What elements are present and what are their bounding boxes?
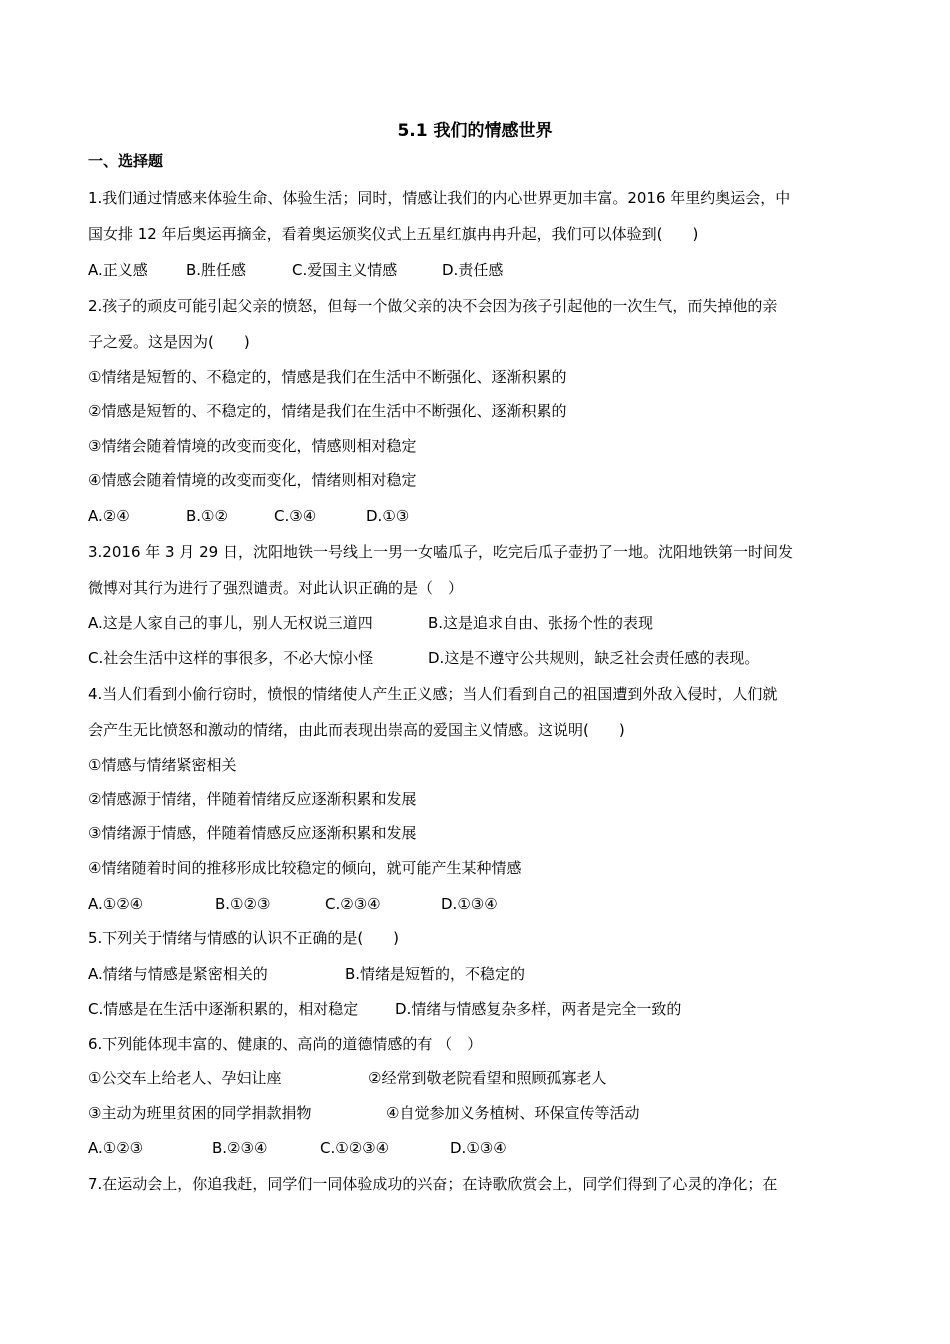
question-6-items-row-2: [88, 1103, 639, 1123]
question-7-stem-line-1: 7.在运动会上，你追我赶，同学们一同体验成功的兴奋；在诗歌欣赏会上，同学们得到了心灵的净化；在: [88, 1175, 778, 1193]
question-2-item-1: ①情绪是短暂的、不稳定的，情感是我们在生活中不断强化、逐渐积累的: [88, 368, 567, 386]
question-6-item-3: ③主动为班里贫困的同学捐款捐物: [88, 1104, 312, 1122]
option-d: D.①③④: [441, 895, 498, 913]
option-c: C.③④: [274, 507, 317, 525]
option-a: A.这是人家自己的事儿，别人无权说三道四: [88, 614, 373, 632]
option-b: B.这是追求自由、张扬个性的表现: [428, 614, 654, 632]
question-6-options: [88, 1138, 507, 1158]
question-6-item-1: ①公交车上给老人、孕妇让座: [88, 1069, 282, 1087]
option-b: B.①②: [186, 507, 228, 525]
question-5-options-row-2: [88, 999, 681, 1019]
question-2-stem-line-2: 子之爱。这是因为( ): [88, 333, 250, 351]
question-4-stem-line-1: 4.当人们看到小偷行窃时，愤恨的情绪使人产生正义感；当人们看到自己的祖国遭到外敌入侵时，人们就: [88, 685, 778, 703]
option-c: C.①②③④: [320, 1139, 390, 1157]
question-4-stem-line-2: 会产生无比愤怒和激动的情绪，由此而表现出崇高的爱国主义情感。这说明( ): [88, 721, 625, 739]
option-a: A.正义感: [88, 261, 148, 279]
option-b: B.①②③: [215, 895, 271, 913]
question-4-item-2: ②情感源于情绪，伴随着情绪反应逐渐积累和发展: [88, 790, 417, 808]
question-2-item-2: ②情感是短暂的、不稳定的，情绪是我们在生活中不断强化、逐渐积累的: [88, 402, 567, 420]
question-3-options-row-2: [88, 648, 759, 668]
question-2-stem-line-1: 2.孩子的顽皮可能引起父亲的愤怒，但每一个做父亲的决不会因为孩子引起他的一次生气，而失掉他的亲: [88, 297, 778, 315]
option-d: D.责任感: [442, 261, 504, 279]
option-d: D.情绪与情感复杂多样，两者是完全一致的: [395, 1000, 682, 1018]
option-b: B.②③④: [212, 1139, 268, 1157]
question-3-options-row-1: [88, 613, 653, 633]
question-1-stem-line-2: 国女排 12 年后奥运再摘金，看着奥运颁奖仪式上五星红旗冉冉升起，我们可以体验到( ): [88, 225, 699, 243]
option-d: D.这是不遵守公共规则，缺乏社会责任感的表现。: [428, 649, 760, 667]
question-6-stem: 6.下列能体现丰富的、健康的、高尚的道德情感的有 （ ）: [88, 1035, 483, 1053]
question-1-stem-line-1: 1.我们通过情感来体验生命、体验生活；同时，情感让我们的内心世界更加丰富。2016 年里约奥运会，中: [88, 189, 791, 207]
question-6-items-row-1: [88, 1068, 606, 1088]
option-a: A.①②③: [88, 1139, 144, 1157]
option-c: C.爱国主义情感: [292, 261, 398, 279]
option-d: D.①③④: [450, 1139, 507, 1157]
option-c: C.情感是在生活中逐渐积累的，相对稳定: [88, 1000, 359, 1018]
page-title: 5.1 我们的情感世界: [397, 121, 553, 141]
option-a: A.②④: [88, 507, 130, 525]
question-2-item-3: ③情绪会随着情境的改变而变化，情感则相对稳定: [88, 437, 417, 455]
question-2-item-4: ④情感会随着情境的改变而变化，情绪则相对稳定: [88, 471, 417, 489]
option-b: B.胜任感: [186, 261, 247, 279]
option-b: B.情绪是短暂的，不稳定的: [345, 965, 526, 983]
option-a: A.情绪与情感是紧密相关的: [88, 965, 268, 983]
option-c: C.②③④: [325, 895, 381, 913]
question-4-item-1: ①情感与情绪紧密相关: [88, 756, 237, 774]
section-heading: 一、选择题: [88, 152, 164, 170]
question-3-stem-line-1: 3.2016 年 3 月 29 日，沈阳地铁一号线上一男一女嗑瓜子，吃完后瓜子壶扔了一地。沈阳地铁第一时间发: [88, 543, 793, 561]
option-a: A.①②④: [88, 895, 144, 913]
question-3-stem-line-2: 微博对其行为进行了强烈谴责。对此认识正确的是（ ）: [88, 579, 464, 597]
question-6-item-4: ④自觉参加义务植树、环保宣传等活动: [386, 1104, 640, 1122]
question-5-options-row-1: [88, 964, 525, 984]
question-4-item-3: ③情绪源于情感，伴随着情感反应逐渐积累和发展: [88, 824, 417, 842]
option-c: C.社会生活中这样的事很多，不必大惊小怪: [88, 649, 374, 667]
question-4-options: [88, 894, 498, 914]
question-4-item-4: ④情绪随着时间的推移形成比较稳定的倾向，就可能产生某种情感: [88, 859, 522, 877]
question-5-stem: 5.下列关于情绪与情感的认识不正确的是( ): [88, 929, 400, 947]
option-d: D.①③: [366, 507, 410, 525]
question-2-options: [88, 506, 409, 526]
question-6-item-2: ②经常到敬老院看望和照顾孤寡老人: [368, 1069, 607, 1087]
question-1-options: [88, 260, 503, 280]
